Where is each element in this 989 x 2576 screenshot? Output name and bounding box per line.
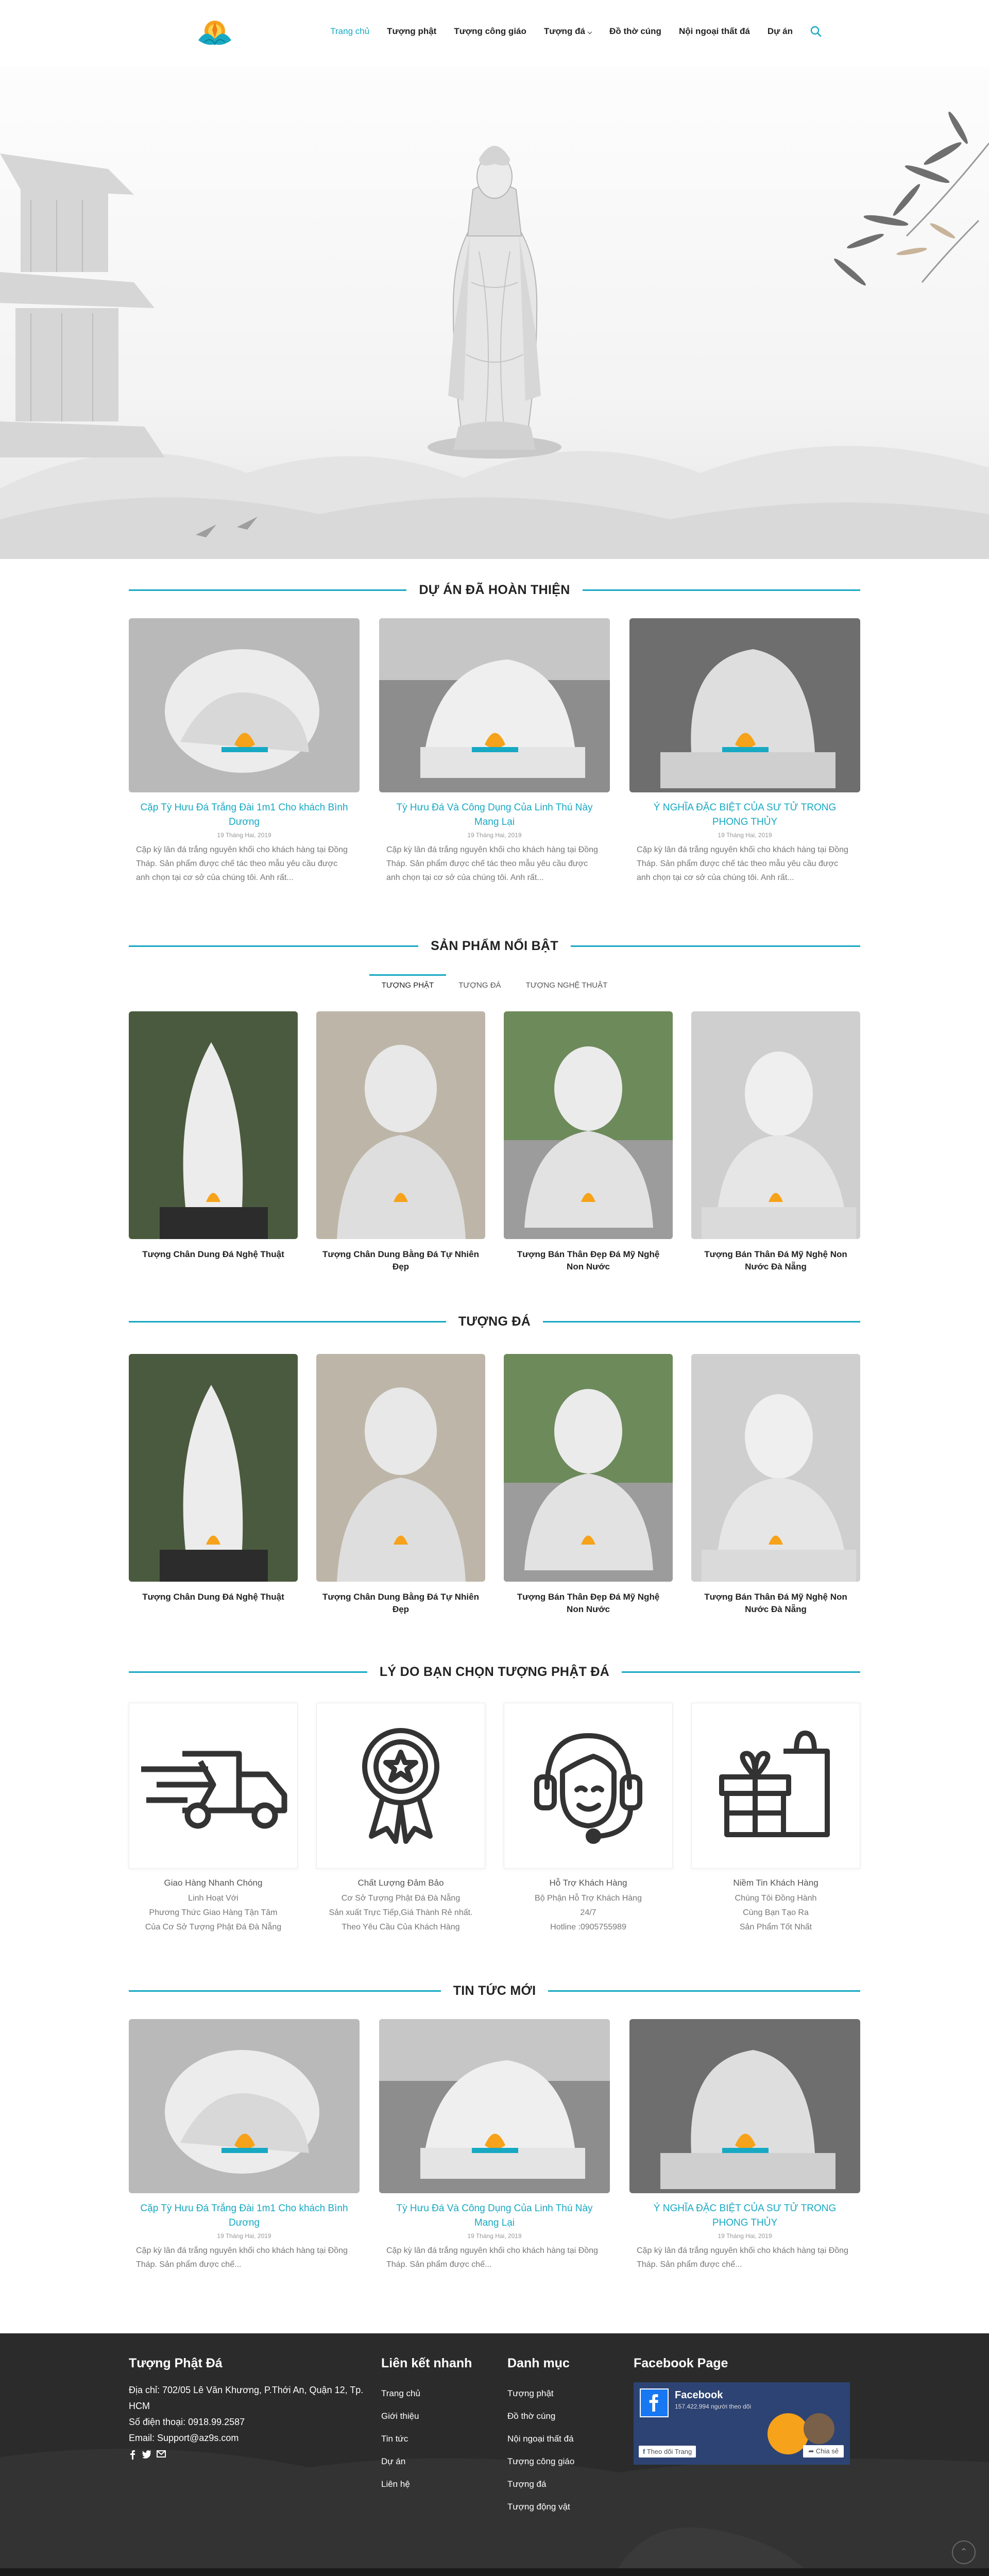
reasons-section-title bbox=[129, 1665, 860, 1680]
product-card[interactable] bbox=[504, 1354, 673, 1616]
projects-section-title bbox=[129, 583, 860, 598]
reason-title: Giao Hàng Nhanh Chóng bbox=[164, 1878, 263, 1888]
project-excerpt: Cặp kỳ lân đá trắng nguyên khối cho khách hàng tại Đồng Tháp. Sản phẩm được chế tác theo mẫu yêu cầu được anh chọn tại cơ sở của chúng tôi. Anh rất... bbox=[386, 845, 598, 882]
copyright-bar bbox=[0, 2568, 989, 2576]
product-card[interactable] bbox=[691, 1011, 860, 1273]
title-line-left bbox=[129, 1990, 441, 1992]
product-name[interactable]: Tượng Chân Dung Bằng Đá Tự Nhiên Đẹp bbox=[322, 1249, 479, 1272]
nav-stone-statues-label: Tượng đá bbox=[543, 26, 586, 36]
nav-projects[interactable]: Dự án bbox=[767, 26, 793, 36]
footer-link-news[interactable]: Tin tức bbox=[381, 2434, 408, 2444]
news-section-title bbox=[129, 1984, 860, 1998]
fb-share-label: Chia sẻ bbox=[815, 2447, 839, 2455]
product-name[interactable]: Tượng Bán Thân Đẹp Đá Mỹ Nghệ Non Nước bbox=[517, 1592, 660, 1614]
product-card[interactable] bbox=[691, 1354, 860, 1616]
fb-page-name[interactable]: Facebook bbox=[675, 2389, 723, 2401]
featured-title: SẢN PHẨM NỔI BẬT bbox=[431, 939, 558, 953]
footer-brand: Tượng Phật Đá bbox=[129, 2356, 223, 2370]
reason-text: Bộ Phận Hỗ Trợ Khách Hàng 24/7 Hotline :0905755989 bbox=[535, 1894, 642, 1931]
footer-quick-links bbox=[381, 2356, 507, 2518]
stone-section-title bbox=[129, 1314, 860, 1329]
hero-illustration bbox=[0, 66, 989, 559]
twitter-icon[interactable] bbox=[142, 2450, 151, 2462]
share-icon: ➦ bbox=[808, 2447, 814, 2455]
product-name[interactable]: Tượng Chân Dung Đá Nghệ Thuật bbox=[142, 1249, 284, 1259]
reason-text: Cơ Sở Tượng Phật Đá Đà Nẵng Sản xuất Trực Tiếp,Giá Thành Rẻ nhất. Theo Yêu Cầu Của Khách Hàng bbox=[329, 1894, 473, 1931]
title-line-right bbox=[548, 1990, 860, 1992]
title-line-left bbox=[129, 1671, 367, 1673]
hero-banner bbox=[0, 66, 989, 559]
project-excerpt: Cặp kỳ lân đá trắng nguyên khối cho khách hàng tại Đồng Tháp. Sản phẩm được chế tác theo mẫu yêu cầu được anh chọn tại cơ sở của chúng tôi. Anh rất... bbox=[637, 845, 848, 882]
footer-categories bbox=[507, 2356, 634, 2518]
statue-silhouette bbox=[428, 146, 561, 459]
nav-home[interactable]: Trang chủ bbox=[330, 26, 370, 36]
footer-link-contact[interactable]: Liên hệ bbox=[381, 2479, 410, 2489]
featured-section-title bbox=[129, 939, 860, 954]
nav-catholic-statues[interactable]: Tượng công giáo bbox=[454, 26, 526, 36]
tab-buddha-statues[interactable]: TƯỢNG PHẬT bbox=[369, 974, 447, 994]
product-image[interactable] bbox=[691, 1011, 860, 1239]
footer-link-projects[interactable]: Dự án bbox=[381, 2456, 406, 2466]
news-title[interactable]: Cặp Tỳ Hưu Đá Trắng Đài 1m1 Cho khách Bình Dương bbox=[140, 2203, 348, 2228]
reason-card bbox=[129, 1703, 298, 1935]
footer-link-home[interactable]: Trang chủ bbox=[381, 2388, 420, 2398]
reason-icon-box bbox=[691, 1703, 860, 1869]
product-image[interactable] bbox=[316, 1011, 485, 1239]
title-line-left bbox=[129, 1321, 446, 1323]
project-title[interactable]: Cặp Tỳ Hưu Đá Trắng Đài 1m1 Cho khách Bình Dương bbox=[140, 802, 348, 827]
news-grid bbox=[129, 2019, 860, 2272]
award-icon bbox=[357, 1725, 445, 1846]
tab-art-statues[interactable]: TƯỢNG NGHỆ THUẬT bbox=[525, 981, 608, 990]
title-line-left bbox=[129, 589, 406, 591]
reason-title: Chất Lượng Đảm Bảo bbox=[357, 1878, 444, 1888]
footer-email: Email: Support@az9s.com bbox=[129, 2433, 239, 2443]
tab-stone-statues[interactable]: TƯỢNG ĐÁ bbox=[458, 981, 501, 990]
social-links bbox=[129, 2450, 381, 2462]
truck-icon bbox=[136, 1738, 291, 1834]
facebook-logo-icon bbox=[640, 2388, 669, 2417]
reason-icon-box bbox=[504, 1703, 673, 1869]
footer-cat-catholic[interactable]: Tượng công giáo bbox=[507, 2456, 575, 2466]
reasons-grid bbox=[129, 1703, 860, 1935]
news-card[interactable] bbox=[129, 2019, 360, 2272]
project-card[interactable] bbox=[129, 618, 360, 885]
reason-card bbox=[691, 1703, 860, 1935]
featured-tabs bbox=[0, 974, 989, 994]
chevron-down-icon: ⌵ bbox=[587, 29, 592, 36]
facebook-small-icon: f bbox=[643, 2448, 645, 2455]
fb-followers: 157.422.994 người theo dõi bbox=[675, 2403, 752, 2410]
title-line-right bbox=[571, 945, 860, 947]
reason-title: Niềm Tin Khách Hàng bbox=[733, 1878, 819, 1888]
product-card[interactable] bbox=[504, 1011, 673, 1273]
news-image[interactable] bbox=[129, 2019, 360, 2193]
reason-icon-box bbox=[129, 1703, 298, 1869]
product-card[interactable] bbox=[316, 1354, 485, 1616]
project-title[interactable]: Ý NGHĨA ĐẶC BIỆT CỦA SƯ TỬ TRONG PHONG THỦY bbox=[653, 802, 837, 827]
fb-follow-label: Theo dõi Trang bbox=[646, 2448, 692, 2455]
title-line-right bbox=[543, 1321, 860, 1323]
featured-products-grid bbox=[129, 1011, 860, 1273]
reason-text: Chúng Tôi Đồng Hành Cùng Bạn Tạo Ra Sản Phẩm Tốt Nhất bbox=[735, 1894, 817, 1931]
stone-title: TƯỢNG ĐÁ bbox=[458, 1314, 531, 1329]
product-image[interactable] bbox=[316, 1354, 485, 1582]
title-line-left bbox=[129, 945, 418, 947]
product-image[interactable] bbox=[691, 1354, 860, 1582]
project-title[interactable]: Tỳ Hưu Đá Và Công Dụng Của Linh Thú Này Mang Lại bbox=[396, 802, 593, 827]
projects-title: DỰ ÁN ĐÃ HOÀN THIỆN bbox=[419, 583, 570, 597]
nav-stone-statues[interactable] bbox=[544, 26, 592, 37]
project-card[interactable] bbox=[379, 618, 610, 885]
product-card[interactable] bbox=[129, 1354, 298, 1616]
site-header bbox=[0, 0, 989, 66]
back-to-top-button[interactable] bbox=[952, 2540, 976, 2564]
product-name[interactable]: Tượng Bán Thân Đẹp Đá Mỹ Nghệ Non Nước bbox=[517, 1249, 660, 1272]
reasons-title: LÝ DO BẠN CHỌN TƯỢNG PHẬT ĐÁ bbox=[379, 1665, 610, 1679]
footer-cat-buddha[interactable]: Tượng phật bbox=[507, 2388, 554, 2398]
stone-products-grid bbox=[129, 1354, 860, 1616]
news-card[interactable] bbox=[379, 2019, 610, 2272]
product-name[interactable]: Tượng Bán Thân Đá Mỹ Nghệ Non Nước Đà Nẵng bbox=[704, 1249, 847, 1272]
news-title[interactable]: Tỳ Hưu Đá Và Công Dụng Của Linh Thú Này Mang Lại bbox=[396, 2203, 593, 2228]
news-date: 19 Tháng Hai, 2019 bbox=[467, 2232, 522, 2240]
project-image[interactable] bbox=[129, 618, 360, 792]
fb-follow-button[interactable] bbox=[639, 2446, 696, 2458]
search-icon[interactable] bbox=[810, 26, 822, 37]
news-excerpt: Cặp kỳ lân đá trắng nguyên khối cho khách hàng tại Đồng Tháp. Sản phẩm được chế... bbox=[136, 2246, 348, 2269]
news-card[interactable] bbox=[629, 2019, 860, 2272]
reason-text: Linh Hoạt Với Phương Thức Giao Hàng Tận Tâm Của Cơ Sở Tượng Phật Đá Đà Nẵng bbox=[145, 1894, 282, 1931]
nav-buddha-statues[interactable]: Tượng phật bbox=[387, 26, 437, 36]
reason-icon-box bbox=[316, 1703, 485, 1869]
footer-cat-animal[interactable]: Tượng động vật bbox=[507, 2502, 570, 2512]
footer-cat-interior[interactable]: Nội ngoại thất đá bbox=[507, 2434, 574, 2444]
project-date: 19 Tháng Hai, 2019 bbox=[467, 832, 522, 839]
product-image[interactable] bbox=[504, 1011, 673, 1239]
chevron-up-icon: ⌃ bbox=[960, 2547, 968, 2557]
product-name[interactable]: Tượng Chân Dung Bằng Đá Tự Nhiên Đẹp bbox=[322, 1592, 479, 1614]
project-image[interactable] bbox=[379, 618, 610, 792]
nav-interior-exterior[interactable]: Nội ngoại thất đá bbox=[678, 26, 750, 36]
news-date: 19 Tháng Hai, 2019 bbox=[217, 2232, 271, 2240]
project-card[interactable] bbox=[629, 618, 860, 885]
nav-worship-items[interactable]: Đồ thờ cúng bbox=[609, 26, 661, 36]
footer-links-title: Liên kết nhanh bbox=[381, 2356, 472, 2370]
project-image[interactable] bbox=[629, 618, 860, 792]
news-excerpt: Cặp kỳ lân đá trắng nguyên khối cho khách hàng tại Đồng Tháp. Sản phẩm được chế... bbox=[637, 2246, 848, 2269]
news-image[interactable] bbox=[379, 2019, 610, 2193]
reason-card bbox=[504, 1703, 673, 1935]
footer-address: Địa chỉ: 702/05 Lê Văn Khương, P.Thới An, Quận 12, Tp. HCM bbox=[129, 2385, 364, 2411]
news-excerpt: Cặp kỳ lân đá trắng nguyên khối cho khách hàng tại Đồng Tháp. Sản phẩm được chế... bbox=[386, 2246, 598, 2269]
product-image[interactable] bbox=[129, 1011, 298, 1239]
reason-title: Hỗ Trợ Khách Hàng bbox=[549, 1878, 627, 1888]
footer-cat-stone[interactable]: Tượng đá bbox=[507, 2479, 547, 2489]
gift-icon bbox=[717, 1731, 835, 1841]
email-icon[interactable] bbox=[157, 2450, 166, 2462]
project-excerpt: Cặp kỳ lân đá trắng nguyên khối cho khách hàng tại Đồng Tháp. Sản phẩm được chế tác theo mẫu yêu cầu được anh chọn tại cơ sở của chúng tôi. Anh rất... bbox=[136, 845, 348, 882]
title-line-right bbox=[583, 589, 860, 591]
product-card[interactable] bbox=[316, 1011, 485, 1273]
projects-grid bbox=[129, 618, 860, 885]
news-title: TIN TỨC MỚI bbox=[453, 1984, 536, 1998]
news-date: 19 Tháng Hai, 2019 bbox=[718, 2232, 772, 2240]
footer-link-about[interactable]: Giới thiệu bbox=[381, 2411, 419, 2421]
facebook-icon[interactable] bbox=[129, 2450, 137, 2462]
main-nav bbox=[330, 26, 822, 37]
product-card[interactable] bbox=[129, 1011, 298, 1273]
footer-cats-title: Danh mục bbox=[507, 2356, 570, 2370]
product-name[interactable]: Tượng Chân Dung Đá Nghệ Thuật bbox=[142, 1592, 284, 1602]
product-image[interactable] bbox=[129, 1354, 298, 1582]
news-title[interactable]: Ý NGHĨA ĐẶC BIỆT CỦA SƯ TỬ TRONG PHONG THỦY bbox=[653, 2203, 837, 2228]
facebook-page-widget[interactable] bbox=[634, 2382, 850, 2465]
fb-share-button[interactable] bbox=[803, 2445, 844, 2458]
site-logo[interactable] bbox=[193, 15, 236, 53]
title-line-right bbox=[622, 1671, 860, 1673]
support-icon bbox=[532, 1725, 645, 1846]
footer-about bbox=[129, 2356, 381, 2518]
footer-phone: Số điện thoại: 0918.99.2587 bbox=[129, 2417, 245, 2427]
project-date: 19 Tháng Hai, 2019 bbox=[718, 832, 772, 839]
news-image[interactable] bbox=[629, 2019, 860, 2193]
project-date: 19 Tháng Hai, 2019 bbox=[217, 832, 271, 839]
footer-fb-title: Facebook Page bbox=[634, 2356, 728, 2370]
product-name[interactable]: Tượng Bán Thân Đá Mỹ Nghệ Non Nước Đà Nẵng bbox=[704, 1592, 847, 1614]
product-image[interactable] bbox=[504, 1354, 673, 1582]
site-footer bbox=[0, 2333, 989, 2568]
footer-cat-worship[interactable]: Đồ thờ cúng bbox=[507, 2411, 556, 2421]
footer-facebook bbox=[634, 2356, 860, 2518]
reason-card bbox=[316, 1703, 485, 1935]
